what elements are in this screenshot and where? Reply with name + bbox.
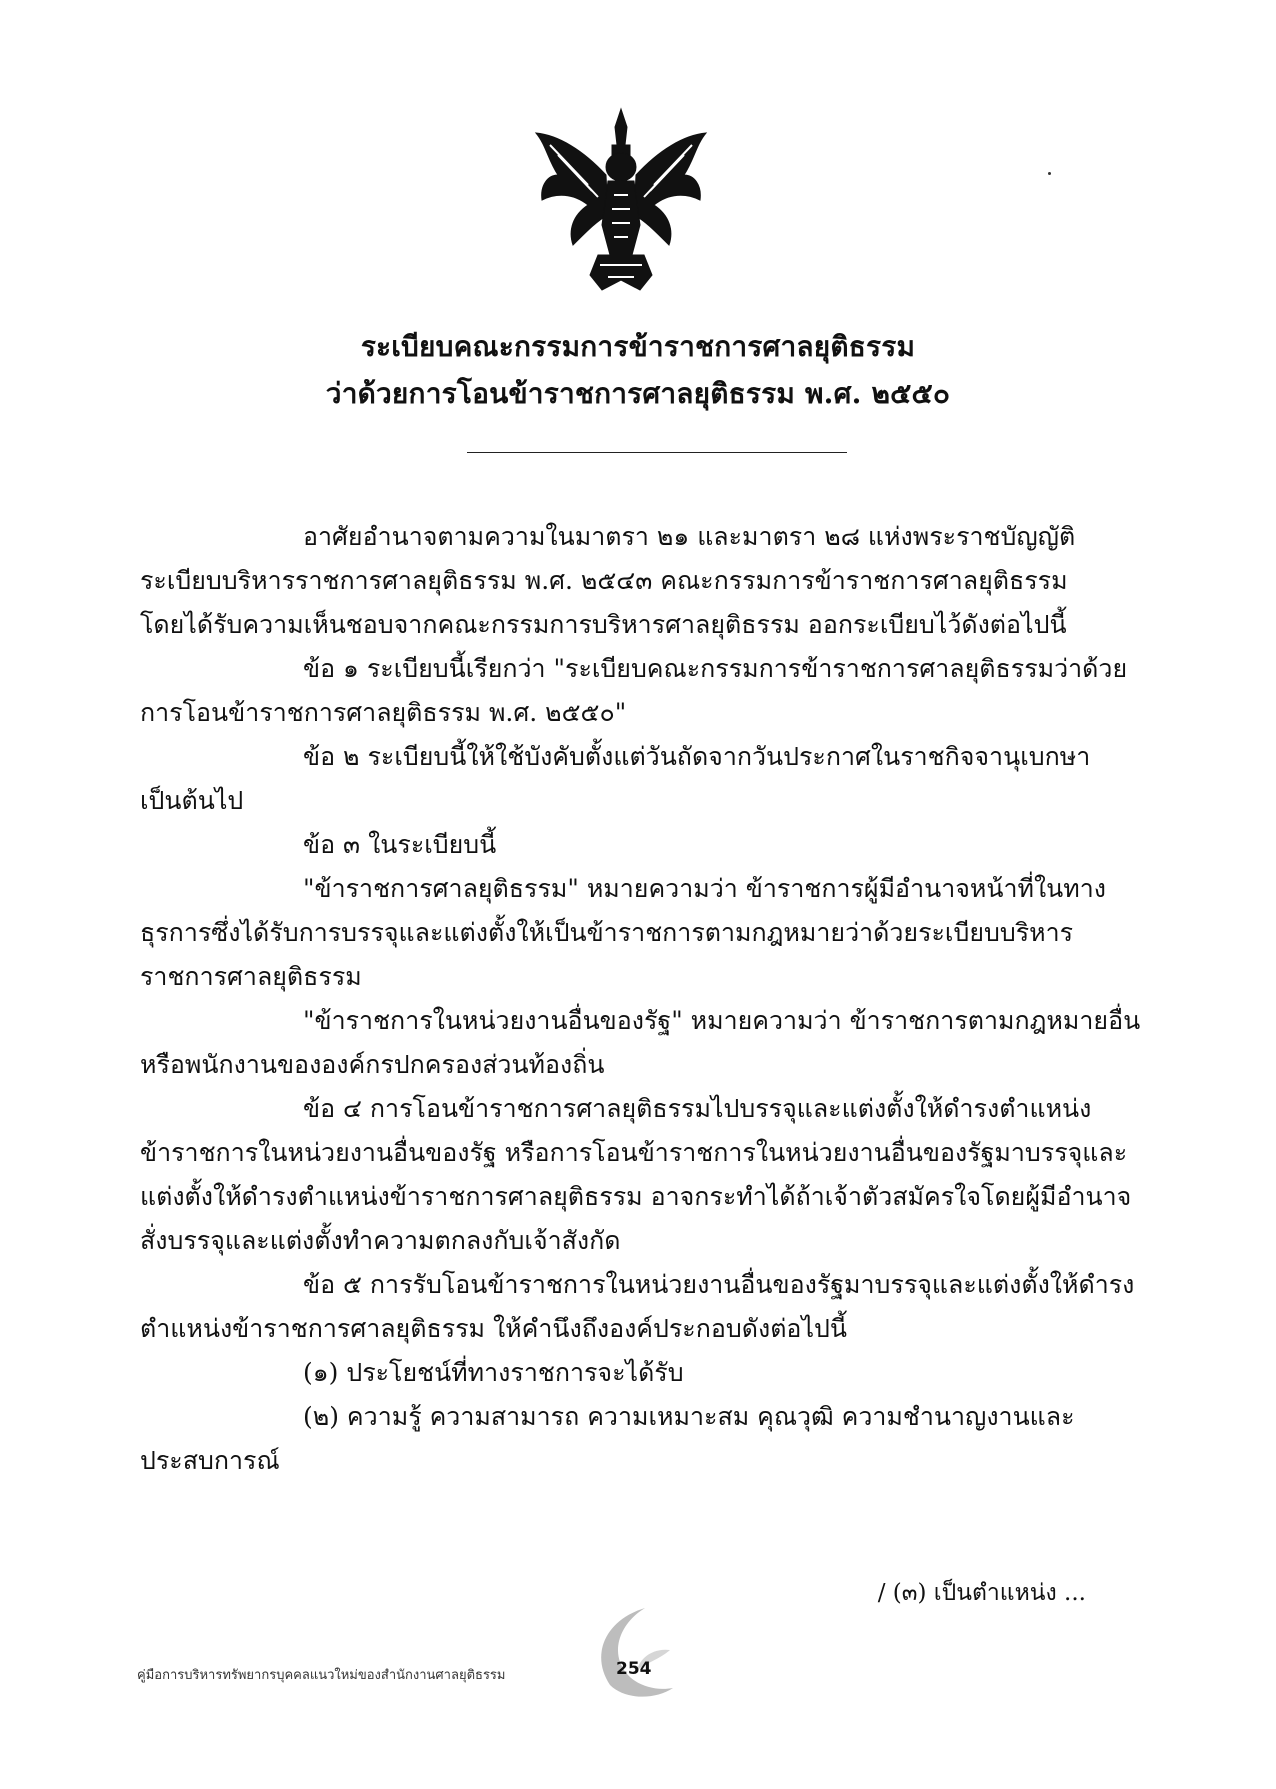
clause-3: ข้อ ๓ ในระเบียบนี้ — [303, 830, 497, 859]
definition-line: "ข้าราชการศาลยุติธรรม" หมายความว่า ข้าราชการผู้มีอำนาจหน้าที่ในทาง — [303, 874, 1106, 903]
body-line: อาศัยอำนาจตามความในมาตรา ๒๑ และมาตรา ๒๘ แห่งพระราชบัญญัติ — [303, 522, 1076, 551]
body-line: ธุรการซึ่งได้รับการบรรจุและแต่งตั้งให้เป็นข้าราชการตามกฎหมายว่าด้วยระเบียบบริหาร — [140, 918, 1074, 947]
body-line: หรือพนักงานขององค์กรปกครองส่วนท้องถิ่น — [140, 1050, 605, 1079]
list-item-1: (๑) ประโยชน์ที่ทางราชการจะได้รับ — [303, 1358, 684, 1387]
list-item-2: (๒) ความรู้ ความสามารถ ความเหมาะสม คุณวุฒิ ความชำนาญงานและ — [303, 1402, 1075, 1431]
page-number: 254 — [616, 1659, 652, 1679]
document-title: ระเบียบคณะกรรมการข้าราชการศาลยุติธรรม — [360, 330, 916, 363]
document-subtitle: ว่าด้วยการโอนข้าราชการศาลยุติธรรม พ.ศ. ๒๕๕๐ — [325, 377, 951, 410]
clause-1: ข้อ ๑ ระเบียบนี้เรียกว่า "ระเบียบคณะกรรมการข้าราชการศาลยุติธรรมว่าด้วย — [303, 654, 1128, 683]
body-line: ระเบียบบริหารราชการศาลยุติธรรม พ.ศ. ๒๕๔๓ คณะกรรมการข้าราชการศาลยุติธรรม — [140, 566, 1068, 595]
title-divider — [467, 452, 847, 453]
body-line: การโอนข้าราชการศาลยุติธรรม พ.ศ. ๒๕๕๐" — [140, 698, 627, 727]
body-line: ประสบการณ์ — [140, 1446, 280, 1475]
body-line: ตำแหน่งข้าราชการศาลยุติธรรม ให้คำนึงถึงองค์ประกอบดังต่อไปนี้ — [140, 1314, 847, 1343]
body-line: แต่งตั้งให้ดำรงตำแหน่งข้าราชการศาลยุติธรรม อาจกระทำได้ถ้าเจ้าตัวสมัครใจโดยผู้มีอำนาจ — [140, 1182, 1132, 1211]
footer-text: คู่มือการบริหารทรัพยากรบุคคลแนวใหม่ของสำนักงานศาลยุติธรรม — [137, 1668, 506, 1683]
swoosh-logo-icon — [575, 1600, 685, 1710]
body-line: สั่งบรรจุและแต่งตั้งทำความตกลงกับเจ้าสังกัด — [140, 1226, 621, 1255]
garuda-emblem-icon — [528, 105, 714, 295]
body-line: ข้าราชการในหน่วยงานอื่นของรัฐ หรือการโอนข้าราชการในหน่วยงานอื่นของรัฐมาบรรจุและ — [140, 1138, 1128, 1167]
body-line: ราชการศาลยุติธรรม — [140, 962, 362, 991]
continuation-note: / (๓) เป็นตำแหน่ง ... — [877, 1580, 1086, 1606]
clause-5: ข้อ ๕ การรับโอนข้าราชการในหน่วยงานอื่นของรัฐมาบรรจุและแต่งตั้งให้ดำรง — [303, 1270, 1135, 1299]
definition-line: "ข้าราชการในหน่วยงานอื่นของรัฐ" หมายความว่า ข้าราชการตามกฎหมายอื่น — [303, 1006, 1141, 1035]
body-line: โดยได้รับความเห็นชอบจากคณะกรรมการบริหารศาลยุติธรรม ออกระเบียบไว้ดังต่อไปนี้ — [140, 610, 1067, 639]
scan-speck — [1048, 172, 1051, 175]
clause-4: ข้อ ๔ การโอนข้าราชการศาลยุติธรรมไปบรรจุและแต่งตั้งให้ดำรงตำแหน่ง — [303, 1094, 1092, 1123]
clause-2: ข้อ ๒ ระเบียบนี้ให้ใช้บังคับตั้งแต่วันถัดจากวันประกาศในราชกิจจานุเบกษา — [303, 742, 1091, 771]
body-line: เป็นต้นไป — [140, 786, 244, 815]
